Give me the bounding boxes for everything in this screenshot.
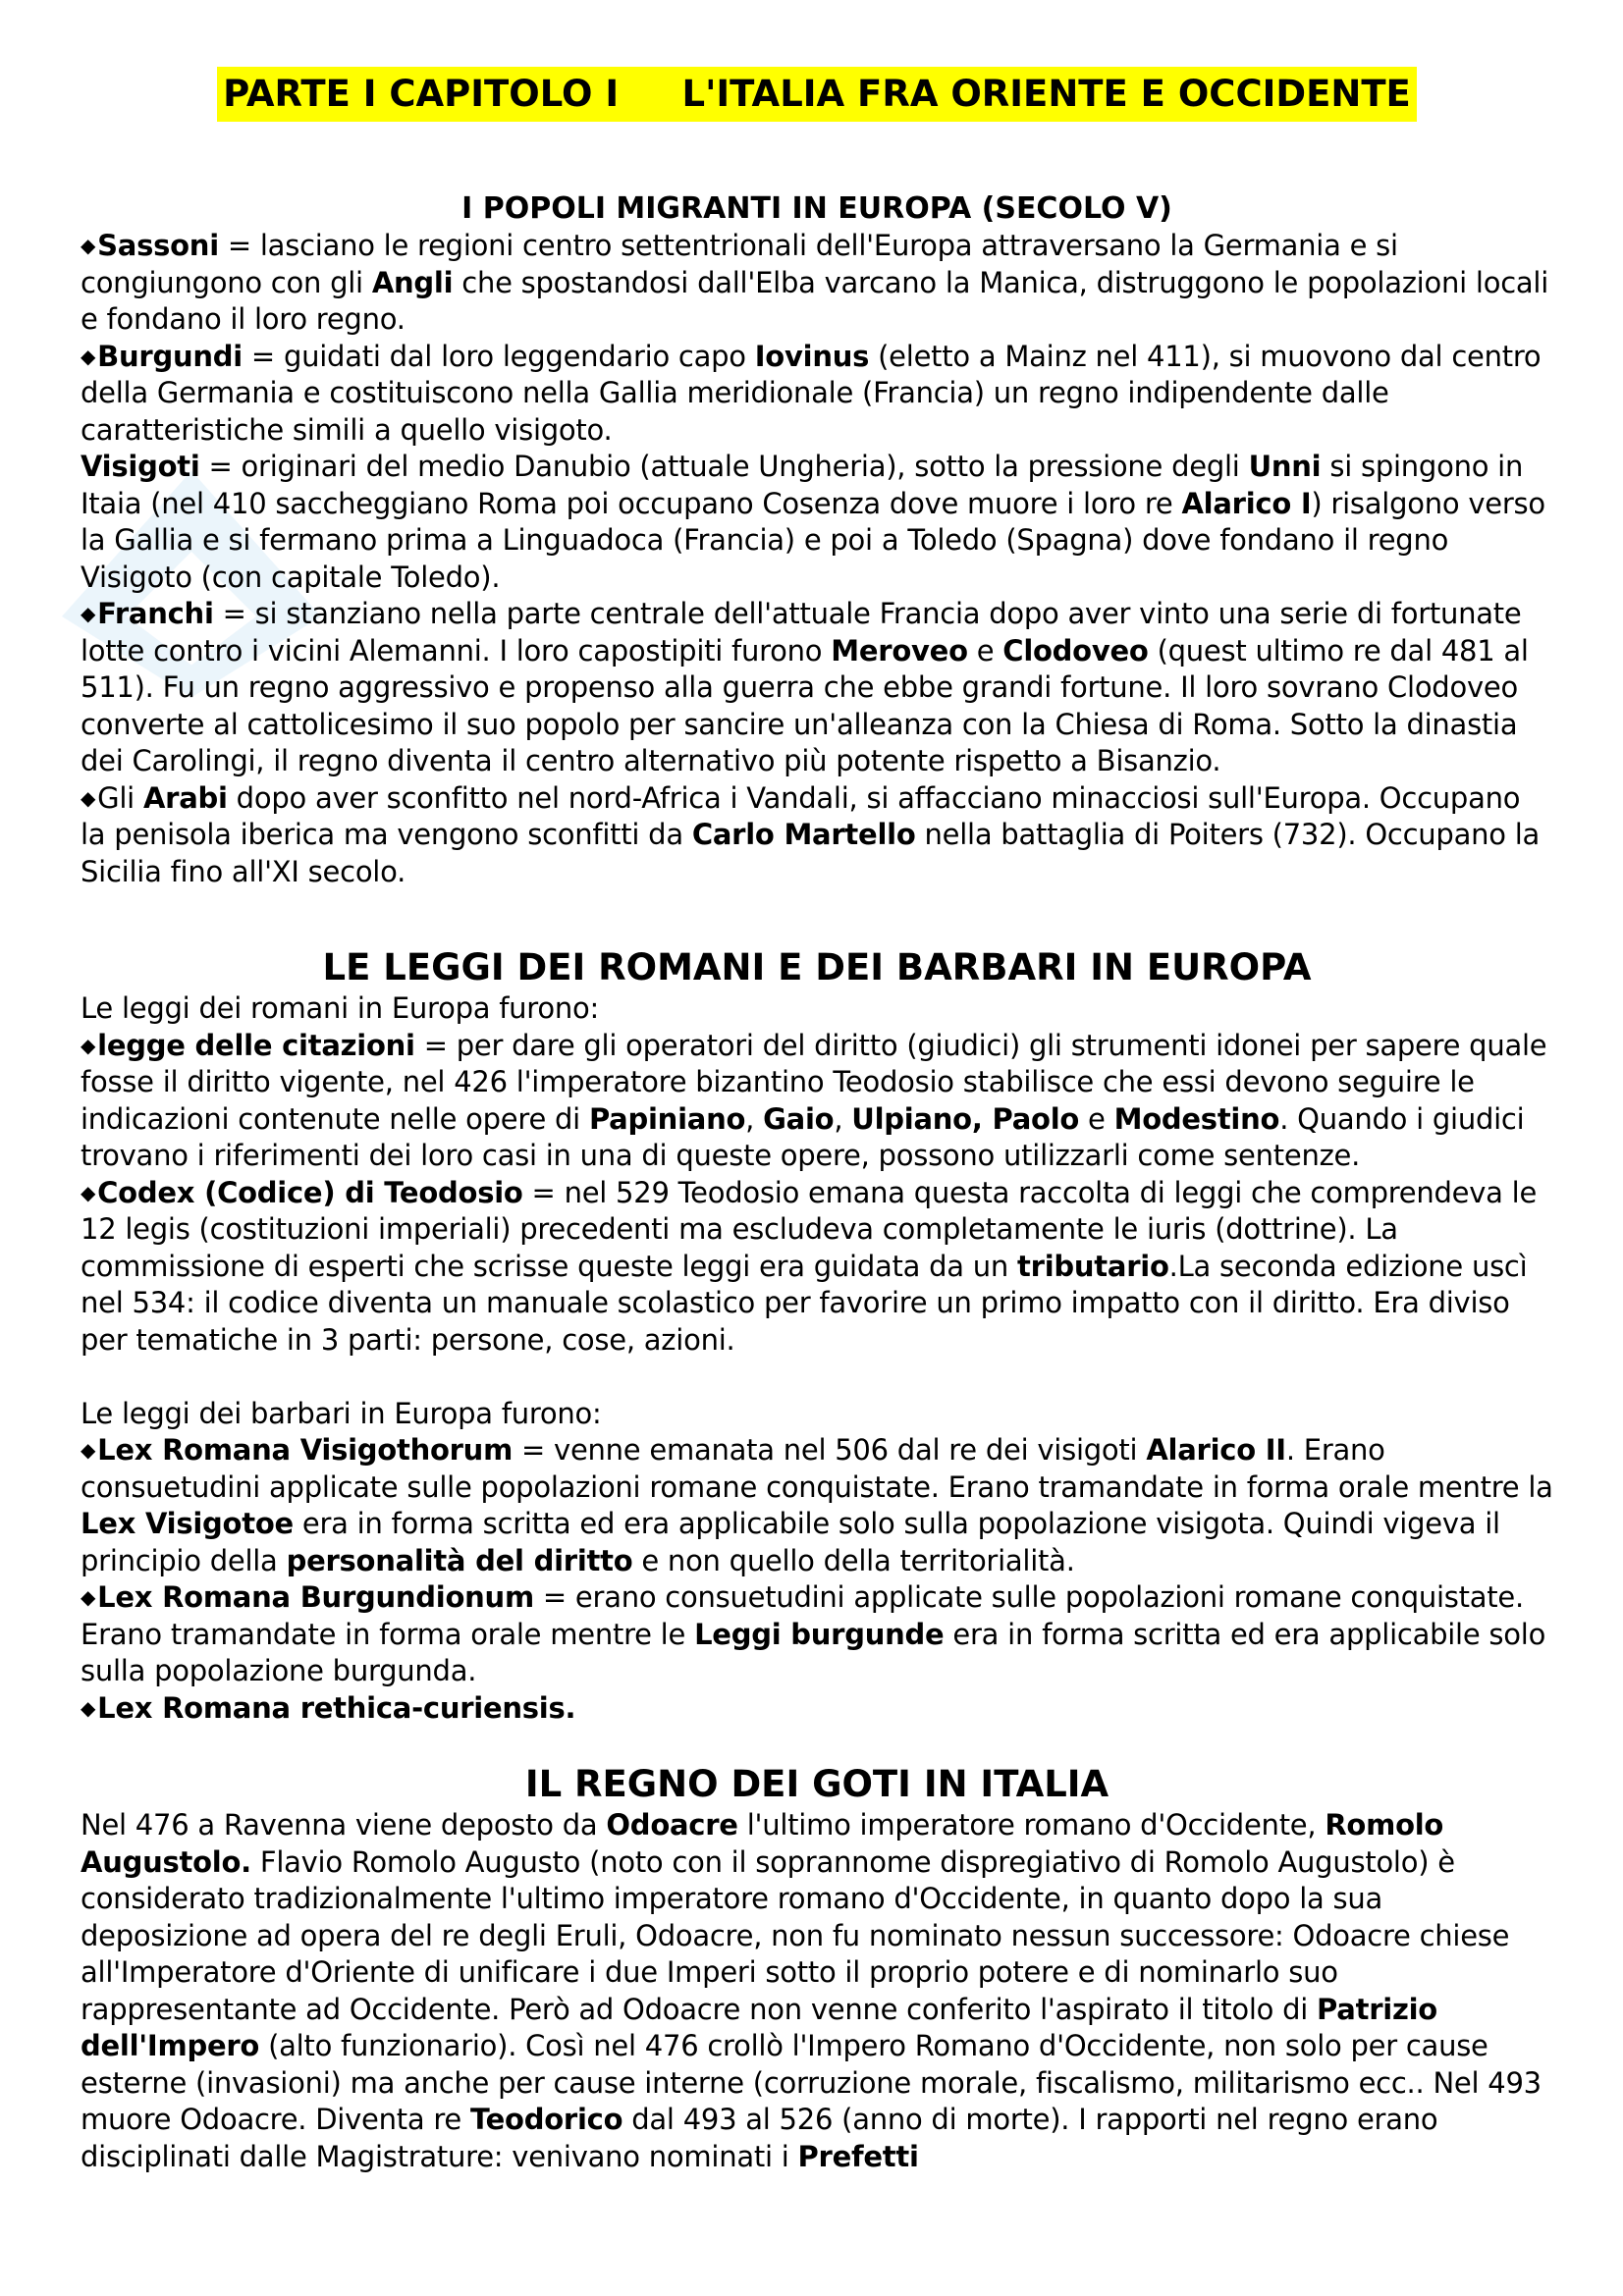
paragraph-legge-citazioni: ◆legge delle citazioni = per dare gli operatori del diritto (giudici) gli strumenti idonei per sapere quale fosse il diritto vigente, nel 426 l'imperatore bizantino Teodosio stabilisce che essi devono seguire le indicazioni contenute nelle opere di Papiniano, Gaio, Ulpiano, Paolo e Modestino. Quando i giudici trovano i riferimenti dei loro casi in una di queste opere, possono utilizzarli come sentenze. <box>81 1028 1547 1172</box>
diamond-bullet-icon: ◆ <box>81 1180 96 1204</box>
paragraph-spacer <box>81 1359 1553 1396</box>
section-heading-goti: IL REGNO DEI GOTI IN ITALIA <box>524 1763 1109 1805</box>
intro-leggi-romani: Le leggi dei romani in Europa furono: <box>81 991 599 1025</box>
paragraph-lex-rethica: ◆Lex Romana rethica-curiensis. <box>81 1690 576 1725</box>
paragraph-codex-teodosio: ◆Codex (Codice) di Teodosio = nel 529 Teodosio emana questa raccolta di leggi che comprendeva le 12 legis (costituzioni imperiali) precedenti ma escludeva completamente le iuris (dottrine). La commissione di esperti che scrisse queste leggi era guidata da un tributario.La seconda edizione uscì nel 534: il codice diventa un manuale scolastico per favorire un primo impatto con il diritto. Era diviso per tematiche in 3 parti: persone, cose, azioni. <box>81 1175 1538 1357</box>
paragraph-visigoti: Visigoti = originari del medio Danubio (attuale Ungheria), sotto la pressione degli Unni si spingono in Itaia (nel 410 saccheggiano Roma poi occupano Cosenza dove muore i loro re Alarico I) risalgono verso la Gallia e si fermano prima a Linguadoca (Francia) e poi a Toledo (Spagna) dove fondano il regno Visigoto (con capitale Toledo). <box>81 450 1545 594</box>
diamond-bullet-icon: ◆ <box>81 785 96 810</box>
title-wrap <box>81 67 1553 122</box>
paragraph-franchi: ◆Franchi = si stanziano nella parte centrale dell'attuale Francia dopo aver vinto una serie di fortunate lotte contro i vicini Alemanni. I loro capostipiti furono Meroveo e Clodoveo (quest ultimo re dal 481 al 511). Fu un regno aggressivo e propenso alla guerra che ebbe grandi fortune. Il loro sovrano Clodoveo converte al cattolicesimo il suo popolo per sancire un'alleanza con la Chiesa di Roma. Sotto la dinastia dei Carolingi, il regno diventa il centro alternativo più potente rispetto a Bisanzio. <box>81 597 1529 777</box>
section-heading-leggi: LE LEGGI DEI ROMANI E DEI BARBARI IN EUROPA <box>322 946 1312 988</box>
diamond-bullet-icon: ◆ <box>81 1695 96 1720</box>
intro-leggi-barbari: Le leggi dei barbari in Europa furono: <box>81 1396 602 1430</box>
paragraph-regno-goti: Nel 476 a Ravenna viene deposto da Odoacre l'ultimo imperatore romano d'Occidente, Romolo Augustolo. Flavio Romolo Augusto (noto con il soprannome dispregiativo di Romolo Augustolo) è considerato tradizionalmente l'ultimo imperatore romano d'Occidente, in quanto dopo la sua deposizione ad opera del re degli Eruli, Odoacre, non fu nominato nessun successore: Odoacre chiese all'Imperatore d'Oriente di unificare i due Imperi sotto il proprio potere e di nominarlo suo rappresentante ad Occidente. Però ad Odoacre non venne conferito l'aspirato il titolo di Patrizio dell'Impero (alto funzionario). Così nel 476 crollò l'Impero Romano d'Occidente, non solo per cause esterne (invasioni) ma anche per cause interne (corruzione morale, fiscalismo, militarismo ecc.. Nel 493 muore Odoacre. Diventa re Teodorico dal 493 al 526 (anno di morte). I rapporti nel regno erano disciplinati dalle Magistrature: venivano nominati i Prefetti <box>81 1808 1542 2173</box>
section-spacer <box>81 890 1553 945</box>
paragraph-burgundi: ◆Burgundi = guidati dal loro leggendario capo Iovinus (eletto a Mainz nel 411), si muovono dal centro della Germania e costituiscono nella Gallia meridionale (Francia) un regno indipendente dalle caratteristiche simili a quello visigoto. <box>81 339 1542 447</box>
diamond-bullet-icon: ◆ <box>81 1438 96 1462</box>
paragraph-arabi: ◆Gli Arabi dopo aver sconfitto nel nord-Africa i Vandali, si affacciano minacciosi sull'Europa. Occupano la penisola iberica ma vengono sconfitti da Carlo Martello nella battaglia di Poiters (732). Occupano la Sicilia fino all'XI secolo. <box>81 780 1541 888</box>
paragraph-sassoni: ◆Sassoni = lasciano le regioni centro settentrionali dell'Europa attraversano la Germania e si congiungono con gli Angli che spostandosi dall'Elba varcano la Manica, distruggono le popolazioni locali e fondano il loro regno. <box>81 229 1549 336</box>
paragraph-lex-burgundionum: ◆Lex Romana Burgundionum = erano consuetudini applicate sulle popolazioni romane conquistate. Erano tramandate in forma orale mentre le Leggi burgunde era in forma scritta ed era applicabile solo sulla popolazione burgunda. <box>81 1580 1546 1687</box>
diamond-bullet-icon: ◆ <box>81 344 96 368</box>
diamond-bullet-icon: ◆ <box>81 1033 96 1057</box>
page-title: PARTE I CAPITOLO I L'ITALIA FRA ORIENTE E OCCIDENTE <box>217 67 1417 122</box>
diamond-bullet-icon: ◆ <box>81 234 96 257</box>
diamond-bullet-icon: ◆ <box>81 602 96 625</box>
section-heading-popoli: I POPOLI MIGRANTI IN EUROPA (SECOLO V) <box>461 191 1172 226</box>
diamond-bullet-icon: ◆ <box>81 1585 96 1609</box>
document-page <box>81 67 1553 2175</box>
paragraph-lex-visigothorum: ◆Lex Romana Visigothorum = venne emanata nel 506 dal re dei visigoti Alarico II. Erano consuetudini applicate sulle popolazioni romane conquistate. Erano tramandate in forma orale mentre la Lex Visigotoe era in forma scritta ed era applicabile solo sulla popolazione visigota. Quindi vigeva il principio della personalità del diritto e non quello della territorialità. <box>81 1433 1553 1577</box>
section-spacer <box>81 1727 1553 1762</box>
